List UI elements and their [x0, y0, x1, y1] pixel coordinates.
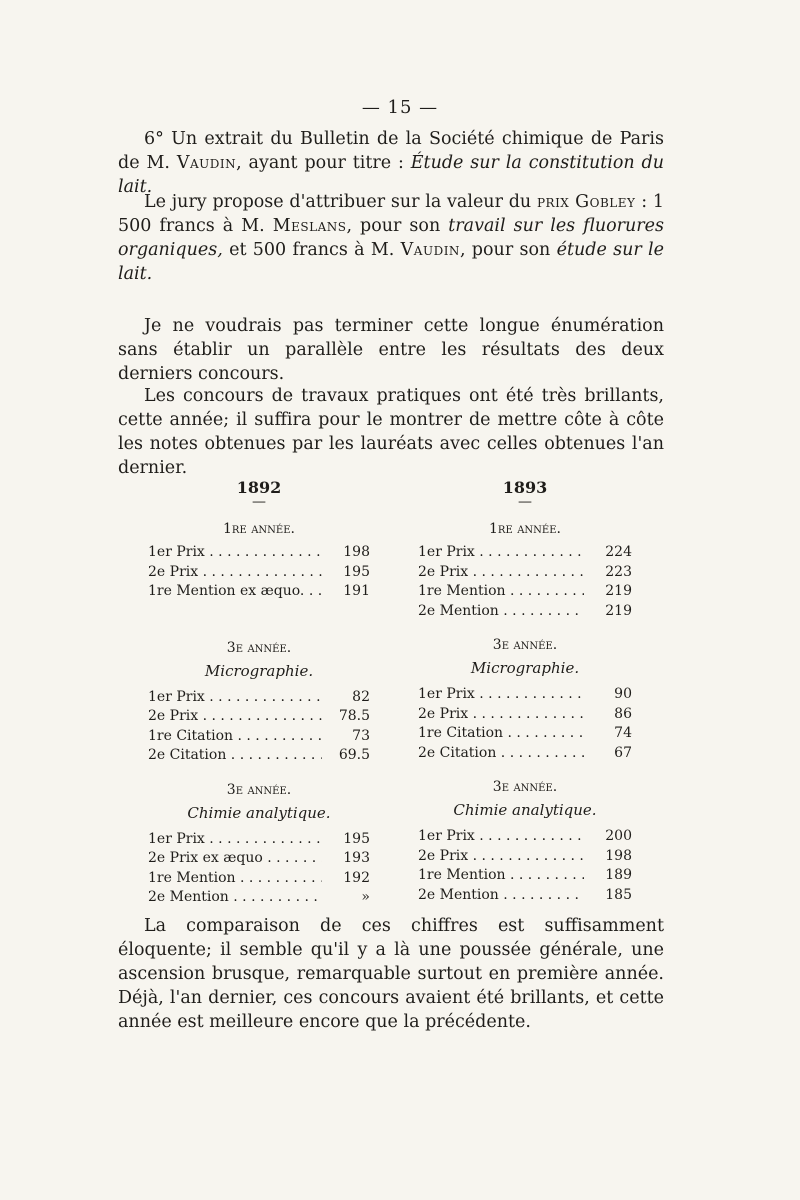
- table-row: 1er Prix . . . 224: [418, 543, 632, 563]
- table-row: 1re Citation . . . 73: [148, 727, 370, 747]
- table-row: 2e Prix . . . 223: [418, 563, 632, 583]
- year-heading: 1893: [502, 478, 548, 497]
- section-title: 3e année.: [492, 779, 558, 795]
- paragraph-conclusion: La comparaison de ces chiffres est suffisamment éloquente; il semble qu'il y a là une poussée générale, une ascension brusque, remarquable surtout en première année. Déjà, l'an dernier, ces concours avaient été brillants, et cette année est meilleure encore que la précédente.: [118, 916, 664, 1032]
- table-row: 2e Prix . . . 86: [418, 705, 632, 725]
- paragraph-concours: Les concours de travaux pratiques ont été très brillants, cette année; il suffira pour le montrer de mettre côte à côte les notes obtenues par les lauréats avec celles obtenues l'an dernier.: [118, 386, 664, 478]
- table-row: 1er Prix . . . 200: [418, 827, 632, 847]
- paragraph-jury: Le jury propose d'attribuer sur la valeur du prix Gobley : 1 500 francs à M. Meslans, pour son travail sur les fluorures organiques, et 500 francs à M. Vaudin, pour son étude sur le lait.: [118, 192, 665, 284]
- paragraph-parallel: Je ne voudrais pas terminer cette longue énumération sans établir un parallèle entre les résultats des deux derniers concours.: [118, 316, 664, 384]
- table-row: 2e Mention . . . 219: [418, 602, 632, 622]
- table-row: 1re Mention . . . 189: [418, 866, 632, 886]
- table-row: 1re Mention ex æquo. . . . 191: [148, 582, 370, 602]
- section-title: 3e année.: [226, 639, 292, 656]
- section-subtitle: Micrographie.: [470, 659, 580, 677]
- section-subtitle: Chimie analytique.: [453, 801, 597, 819]
- table-row: 1re Citation . . . 74: [418, 724, 632, 744]
- table-row: 1re Mention . . . 219: [418, 582, 632, 602]
- section-title: 3e année.: [492, 637, 558, 653]
- results-column-1893: [418, 478, 632, 905]
- table-row: 1er Prix . . . 90: [418, 685, 632, 705]
- table-row: 2e Prix ex æquo . . . 193: [148, 849, 370, 869]
- table-row: 2e Citation . . . 67: [418, 744, 632, 764]
- table-row: 2e Prix . . . 78.5: [148, 707, 370, 727]
- table-row: 2e Citation . . . 69.5: [148, 746, 370, 766]
- year-heading: 1892: [236, 478, 282, 497]
- paragraph-extract: 6° Un extrait du Bulletin de la Société chimique de Paris de M. Vaudin, ayant pour titre : Étude sur la constitution du lait.: [118, 129, 664, 197]
- section-subtitle: Chimie analytique.: [187, 803, 331, 822]
- dash-divider: —: [252, 494, 266, 510]
- table-row: 2e Prix . . . 198: [418, 847, 632, 867]
- table-row: 1er Prix . . . 82: [148, 688, 370, 708]
- dash-divider: —: [518, 494, 532, 510]
- table-row: 2e Mention . . . »: [148, 888, 370, 908]
- page-number: — 15 —: [361, 97, 439, 118]
- results-column-1892: [148, 478, 370, 908]
- table-row: 1er Prix . . . 195: [148, 830, 370, 850]
- table-row: 1er Prix . . . 198: [148, 543, 370, 563]
- section-title: 3e année.: [226, 781, 292, 798]
- section-title: 1re année.: [223, 521, 295, 537]
- table-row: 2e Mention . . . 185: [418, 886, 632, 906]
- section-title: 1re année.: [489, 521, 561, 537]
- section-subtitle: Micrographie.: [204, 661, 314, 680]
- table-row: 1re Mention . . . 192: [148, 869, 370, 889]
- table-row: 2e Prix . . . 195: [148, 563, 370, 583]
